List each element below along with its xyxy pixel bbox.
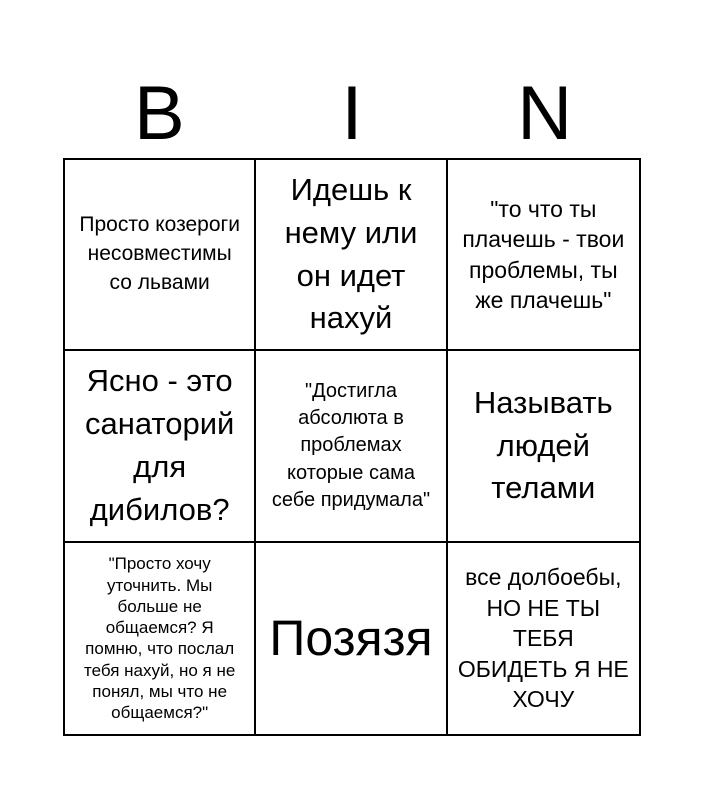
bingo-cell-text: "Просто хочу уточнить. Мы больше не общаемся? Я помню, что послал тебя нахуй, но я не понял, мы что не общаемся?" <box>84 554 236 723</box>
bingo-cell-1-1[interactable] <box>65 160 256 351</box>
bingo-cell-3-1[interactable] <box>65 543 256 734</box>
bingo-cell-text: Просто козероги несовместимы со львами <box>79 213 240 295</box>
bingo-cell-text: "то что ты плачешь - твои проблемы, ты же плачешь" <box>462 195 625 314</box>
header-letter-n: N <box>517 71 573 156</box>
bingo-cell-2-1[interactable] <box>65 351 256 542</box>
bingo-cell-3-2[interactable] <box>256 543 447 734</box>
header-letter-b: B <box>133 71 185 156</box>
bingo-cell-text: "Достигла абсолюта в проблемах которые сама себе придумала" <box>271 379 431 512</box>
bingo-cell-text: Позязя <box>269 609 433 666</box>
bingo-cell-1-3[interactable] <box>448 160 639 351</box>
bingo-cell-2-2[interactable] <box>256 351 447 542</box>
bingo-grid <box>63 158 641 736</box>
bingo-cell-text: Называть людей телами <box>473 384 613 506</box>
header-letter-i: I <box>341 71 363 156</box>
bingo-cell-text: все долбоебы, НО НЕ ТЫ ТЕБЯ ОБИДЕТЬ Я НЕ ХОЧУ <box>457 564 629 712</box>
bingo-cell-text: Ясно - это санаторий для дибилов? <box>84 363 235 527</box>
bingo-cell-2-3[interactable] <box>448 351 639 542</box>
bingo-cell-1-2[interactable] <box>256 160 447 351</box>
bingo-cell-text: Идешь к нему или он идет нахуй <box>284 172 418 336</box>
bingo-header <box>63 70 641 158</box>
bingo-cell-3-3[interactable] <box>448 543 639 734</box>
